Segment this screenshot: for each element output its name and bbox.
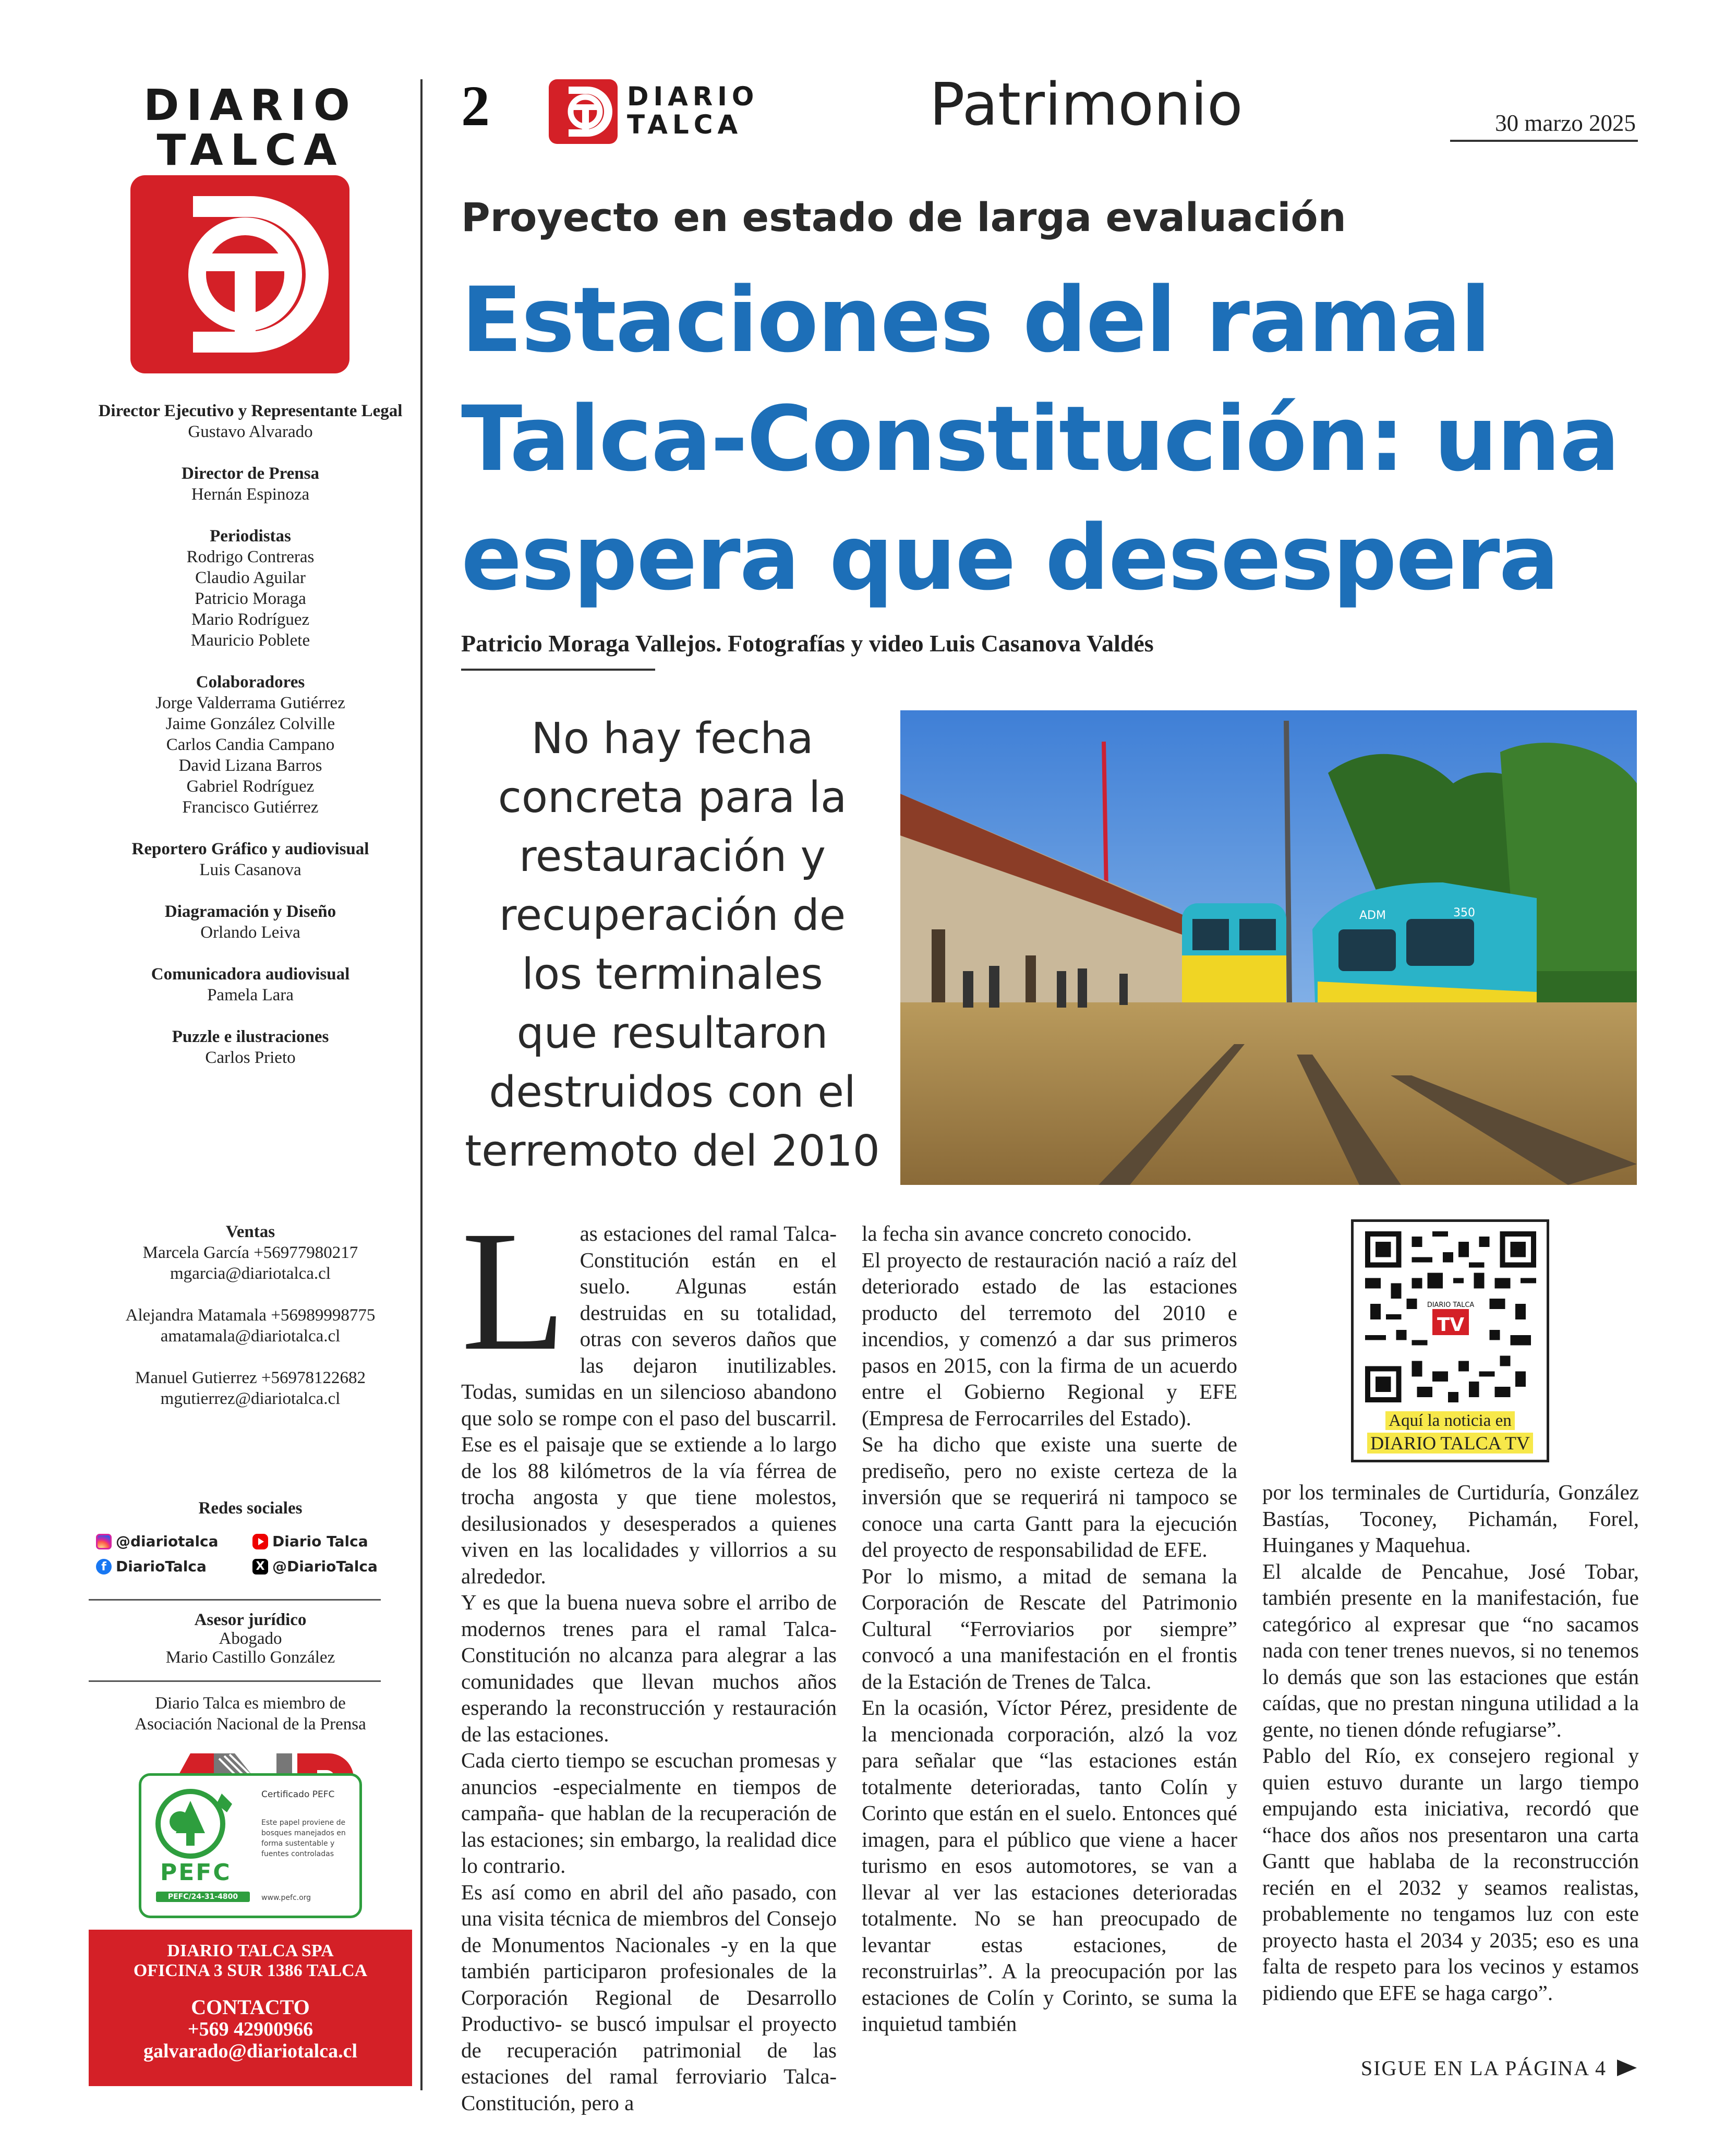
byline-underline xyxy=(461,669,655,671)
staff-role: Periodistas xyxy=(210,527,291,546)
staff-role: Director Ejecutivo y Representante Legal xyxy=(98,402,403,420)
contact-label: CONTACTO xyxy=(191,1995,310,2019)
staff-role: Reportero Gráfico y audiovisual xyxy=(131,840,369,858)
divider xyxy=(89,1680,381,1682)
staff-name: Gabriel Rodríguez xyxy=(186,777,315,796)
staff-group xyxy=(89,964,412,1006)
headline-line: Estaciones del ramal xyxy=(461,268,1490,372)
youtube-icon xyxy=(252,1534,268,1549)
staff-list xyxy=(89,401,412,1089)
page-number: 2 xyxy=(461,74,490,138)
article-byline: Patricio Moraga Vallejos. Fotografías y video Luis Casanova Valdés xyxy=(461,630,1154,657)
paragraph: as estaciones del ramal Talca-Constitución están en el suelo. Algunas están destruidas en su totalidad, otras con severos daños que las dejaron inutilizables. Todas, sumidas en un silencioso abandono que solo se rompe con el paso del buscarril. Ese es el paisaje que se extiende a lo largo de los 88 kilómetros de la vía férrea de trocha angosta y que tiene molestos, desilusionados y desesperados a quienes viven en las localidades y villorrios a su alrededor. xyxy=(461,1221,837,1588)
contact-box xyxy=(89,1930,412,2086)
paragraph: El proyecto de restauración nació a raíz del deteriorado estado de las estaciones producto del terremoto del 2010 e incendios, y comenzó a dar sus primeros pasos en 2015, con la firma de un acuerdo entre el Gobierno Regional y EFE (Empresa de Ferrocarriles del Estado). xyxy=(862,1247,1237,1430)
paragraph: En la ocasión, Víctor Pérez, presidente de la mencionada corporación, alzó la voz para señalar que “las estaciones están totalmente deterioradas, tanto Colín y Corinto que están en el suelo. Entonces qué imagen, para el público que viene a hacer turismo en esos automotores, se van a llevar al ver las estaciones deterioradas totalmente. No se han preocupado de levantar estas estaciones, de reconstruirlas”. A la preocupación por las estaciones de Colín y Corinto, se suma la inquietud también xyxy=(862,1695,1237,2036)
drop-cap: L xyxy=(461,1196,566,1386)
staff-name: Patricio Moraga xyxy=(195,589,306,608)
mini-brand-line1: DIARIO xyxy=(627,81,759,112)
paragraph: El alcalde de Pencahue, José Tobar, también presente en la manifestación, fue categórico al expresar que “no sacamos nada con tener trenes nuevos, si no tenemos lo demás que son las estaciones que están caídas, que no prestan ninguna utilidad a la gente, no tienen dónde refugiarse”. xyxy=(1262,1559,1639,1741)
continue-on-page xyxy=(1342,2056,1637,2080)
staff-name: Claudio Aguilar xyxy=(195,568,306,587)
sales-heading: Ventas xyxy=(225,1222,275,1241)
social-x[interactable] xyxy=(252,1556,393,1577)
pefc-url: www.pefc.org xyxy=(261,1894,311,1902)
staff-name: Luis Casanova xyxy=(199,861,301,879)
pefc-code: PEFC/24-31-4800 xyxy=(156,1892,250,1902)
sales-contact xyxy=(89,1242,412,1284)
membership-line1: Diario Talca es miembro de xyxy=(155,1694,346,1713)
social-instagram[interactable] xyxy=(96,1531,237,1552)
diario-talca-logo-icon xyxy=(130,175,349,373)
contact-email: galvarado@diariotalca.cl xyxy=(143,2040,358,2062)
loco-label: ADM xyxy=(1359,909,1386,922)
paragraph: la fecha sin avance concreto conocido. xyxy=(862,1221,1192,1245)
social-heading: Redes sociales xyxy=(198,1499,303,1518)
headline-line: Talca-Constitución: una xyxy=(461,386,1619,491)
staff-group xyxy=(89,1026,412,1068)
sales-contact-line: Manuel Gutierrez +56978122682 xyxy=(135,1368,366,1387)
article-column-1 xyxy=(461,1196,837,2116)
brand-name-line2: TALCA xyxy=(156,126,344,175)
paragraph: Y es que la buena nueva sobre el arribo de modernos trenes para el ramal Talca-Constitución no alcanza para alegrar a las comunidades que llevan muchos años esperando la reconstrucción y restauración de las estaciones. xyxy=(461,1590,837,1746)
social-youtube-handle: Diario Talca xyxy=(272,1533,368,1550)
date-underline xyxy=(1450,140,1638,142)
qr-badge-small: DIARIO TALCA xyxy=(1427,1301,1475,1310)
paragraph: Es así como en abril del año pasado, con una visita técnica de miembros del Consejo de Monumentos Nacionales -y en la que también participaron profesionales de la Corporación Regional de Desarrollo Productivo- se buscó impulsar el proyecto de recuperación patrimonial de las estaciones del ramal ferroviario Talca-Constitución, pero a xyxy=(461,1880,837,2115)
mini-brand xyxy=(627,82,758,139)
anp-membership xyxy=(89,1693,412,1735)
article-headline xyxy=(461,261,1661,617)
arrow-right-icon xyxy=(1617,2060,1637,2076)
article-kicker: Proyecto en estado de larga evaluación xyxy=(461,194,1346,240)
continue-label: SIGUE EN LA PÁGINA 4 xyxy=(1360,2056,1607,2080)
divider xyxy=(89,1599,381,1601)
qr-caption-line2: DIARIO TALCA TV xyxy=(1354,1433,1547,1454)
staff-name: Orlando Leiva xyxy=(200,923,300,942)
instagram-icon xyxy=(96,1534,112,1549)
staff-group xyxy=(89,839,412,880)
staff-name: Rodrigo Contreras xyxy=(186,548,315,566)
legal-advisor xyxy=(89,1610,412,1667)
qr-code-box[interactable] xyxy=(1351,1219,1549,1462)
pefc-word: PEFC xyxy=(160,1859,232,1886)
social-instagram-handle: @diariotalca xyxy=(116,1533,219,1550)
column-separator xyxy=(420,79,423,2090)
headline-line: espera que desespera xyxy=(461,505,1559,610)
paragraph: Por lo mismo, a mitad de semana la Corporación de Rescate del Patrimonio Cultural “Ferroviarios por siempre” convocó a una manifestación en el frontis de la Estación de Trenes de Talca. xyxy=(862,1564,1237,1693)
pefc-title: Certificado PEFC xyxy=(261,1789,335,1800)
sales-contact-line: Marcela García +56977980217 xyxy=(142,1243,358,1262)
train-station-photo xyxy=(900,710,1637,1185)
staff-role: Director de Prensa xyxy=(182,464,319,483)
sales-contact-email: mgutierrez@diariotalca.cl xyxy=(160,1389,341,1408)
pull-quote-line: los terminales xyxy=(522,950,823,999)
diario-talca-small-logo-icon xyxy=(549,79,618,144)
x-icon: X xyxy=(252,1559,268,1574)
staff-name: Pamela Lara xyxy=(207,986,294,1004)
brand-name-line1: DIARIO xyxy=(143,81,357,130)
social-x-handle: @DiarioTalca xyxy=(272,1558,378,1575)
paragraph: Pablo del Río, ex consejero regional y quien estuvo durante un largo tiempo empujando esta iniciativa, recordó que “hace dos años nos presentaron una carta Gantt que hablaba de la reconstrucción recién en el 2032 y seamos realistas, probablemente no tengamos luz con este proyecto hasta el 2034 y 2035; eso es una falta de respeto para los vecinos y estamos pidiendo que EFE se haga cargo”. xyxy=(1262,1743,1639,2005)
pull-quote xyxy=(461,709,884,1181)
legal-role: Asesor jurídico xyxy=(194,1610,307,1629)
staff-name: Mauricio Poblete xyxy=(190,631,310,650)
paragraph: Cada cierto tiempo se escuchan promesas y anuncios -especialmente en tiempos de campaña- que hablan de la recuperación de las estaciones; sin embargo, la realidad dice lo contrario. xyxy=(461,1748,837,1878)
paragraph: Se ha dicho que existe una suerte de prediseño, pero no existe certeza de la inversión que se requerirá ni tampoco se conoce una carta Gantt para la ejecución del proyecto de responsabilidad de EFE. xyxy=(862,1432,1237,1561)
paragraph: por los terminales de Curtiduría, González Bastías, Toconey, Pichamán, Forel, Huinganes y Maquehua. xyxy=(1262,1480,1639,1557)
pull-quote-line: que resultaron xyxy=(516,1009,828,1058)
pull-quote-line: terremoto del 2010 xyxy=(465,1127,880,1176)
staff-name: Gustavo Alvarado xyxy=(188,422,313,441)
article-column-3 xyxy=(1262,1479,1639,2006)
mini-brand-line2: TALCA xyxy=(627,110,743,140)
sales-contact-email: mgarcia@diariotalca.cl xyxy=(170,1264,331,1283)
article-column-2 xyxy=(862,1220,1237,2037)
staff-name: Jaime González Colville xyxy=(165,714,335,733)
staff-name: Mario Rodríguez xyxy=(191,610,310,629)
pull-quote-line: concreta para la xyxy=(498,773,847,822)
staff-name: Carlos Candia Campano xyxy=(166,735,335,754)
sales-contact-line: Alejandra Matamala +56989998775 xyxy=(125,1306,376,1325)
staff-name: Carlos Prieto xyxy=(205,1048,296,1067)
qr-code-icon[interactable] xyxy=(1365,1231,1536,1402)
staff-name: David Lizana Barros xyxy=(178,756,322,775)
staff-role: Colaboradores xyxy=(196,673,305,692)
membership-line2: Asociación Nacional de la Prensa xyxy=(135,1715,366,1734)
staff-name: Jorge Valderrama Gutiérrez xyxy=(155,694,345,712)
pefc-certificate xyxy=(139,1773,362,1918)
pull-quote-line: recuperación de xyxy=(499,891,846,940)
staff-role: Puzzle e ilustraciones xyxy=(172,1027,329,1046)
qr-badge-tv: TV xyxy=(1437,1314,1465,1336)
legal-name: Mario Castillo González xyxy=(165,1648,335,1667)
pefc-text: Este papel proviene de bosques manejados en forma sustentable y fuentes controladas xyxy=(261,1819,346,1858)
issue-date: 30 marzo 2025 xyxy=(1495,110,1636,136)
staff-group xyxy=(89,901,412,943)
social-facebook[interactable] xyxy=(96,1556,237,1577)
sales-contacts xyxy=(89,1221,412,1430)
qr-caption-line1: Aquí la noticia en xyxy=(1354,1411,1547,1431)
social-youtube[interactable] xyxy=(252,1531,393,1552)
staff-name: Hernán Espinoza xyxy=(191,485,310,504)
sales-contact xyxy=(89,1367,412,1409)
loco-number: 350 xyxy=(1453,906,1475,919)
facebook-icon: f xyxy=(96,1559,112,1574)
social-networks xyxy=(89,1498,412,1577)
section-title: Patrimonio xyxy=(930,71,1243,139)
pull-quote-line: No hay fecha xyxy=(531,714,814,764)
pull-quote-line: restauración y xyxy=(518,832,826,881)
company-name: DIARIO TALCA SPA xyxy=(167,1941,334,1960)
staff-role: Diagramación y Diseño xyxy=(164,902,336,921)
staff-group xyxy=(89,463,412,505)
sales-contact xyxy=(89,1305,412,1347)
company-address: OFICINA 3 SUR 1386 TALCA xyxy=(133,1961,368,1980)
staff-name: Francisco Gutiérrez xyxy=(182,798,319,817)
masthead-sidebar xyxy=(89,81,412,2062)
staff-group xyxy=(89,672,412,818)
social-facebook-handle: DiarioTalca xyxy=(116,1558,207,1575)
staff-group xyxy=(89,526,412,651)
contact-phone: +569 42900966 xyxy=(187,2018,313,2040)
legal-title: Abogado xyxy=(219,1629,282,1648)
pefc-tree-icon xyxy=(149,1783,253,1908)
pull-quote-line: destruidos con el xyxy=(489,1068,856,1117)
staff-role: Comunicadora audiovisual xyxy=(151,965,350,984)
sales-contact-email: amatamala@diariotalca.cl xyxy=(160,1327,341,1346)
staff-group xyxy=(89,401,412,442)
